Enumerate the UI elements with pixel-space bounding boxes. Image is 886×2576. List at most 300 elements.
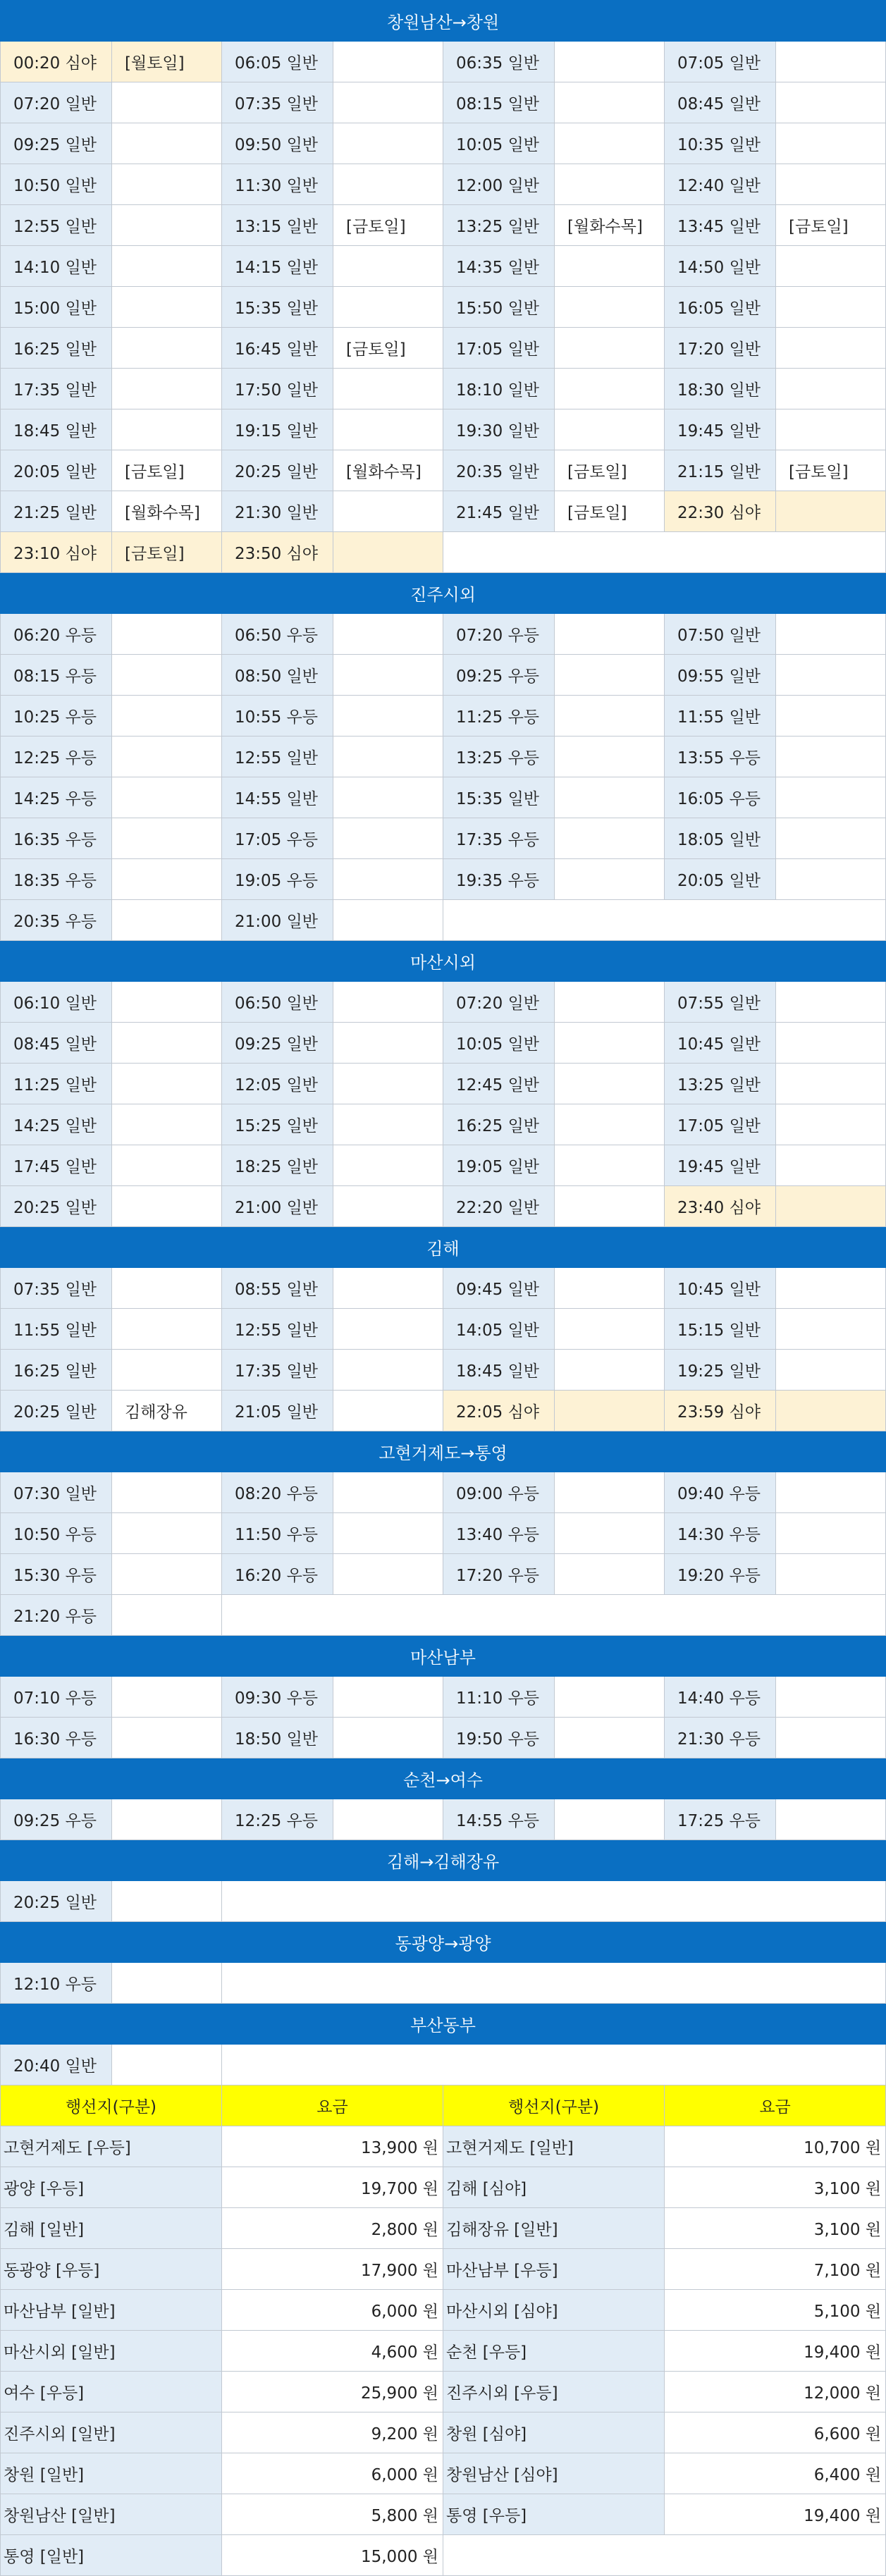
schedule-note	[776, 1268, 886, 1309]
departure-time: 09:55 일반	[665, 655, 776, 696]
section-header	[1, 1227, 886, 1268]
schedule-note	[333, 1718, 443, 1758]
schedule-note	[112, 123, 222, 164]
schedule-note	[112, 82, 222, 123]
departure-time: 09:25 우등	[1, 1799, 112, 1840]
departure-time: 11:55 일반	[665, 696, 776, 737]
fare-destination: 창원남산 [일반]	[1, 2494, 222, 2535]
schedule-note	[555, 123, 665, 164]
departure-time: 15:15 일반	[665, 1309, 776, 1350]
departure-time: 12:10 우등	[1, 1963, 112, 2004]
schedule-note	[112, 409, 222, 450]
schedule-note	[776, 614, 886, 655]
schedule-row	[1, 42, 886, 82]
schedule-note	[555, 1391, 665, 1431]
departure-time: 18:45 일반	[1, 409, 112, 450]
schedule-note	[112, 1554, 222, 1595]
schedule-row	[1, 614, 886, 655]
fare-destination: 진주시외 [일반]	[1, 2412, 222, 2453]
schedule-note	[112, 696, 222, 737]
departure-time: 14:40 우등	[665, 1677, 776, 1718]
departure-time: 08:15 일반	[443, 82, 555, 123]
schedule-note	[112, 1718, 222, 1758]
schedule-row	[1, 450, 886, 491]
schedule-note	[555, 1554, 665, 1595]
schedule-note	[555, 409, 665, 450]
schedule-note	[112, 1513, 222, 1554]
schedule-note	[333, 1350, 443, 1391]
departure-time: 17:05 일반	[665, 1104, 776, 1145]
departure-time: 14:55 우등	[443, 1799, 555, 1840]
departure-time: 13:55 우등	[665, 737, 776, 777]
departure-time: 17:05 일반	[443, 328, 555, 369]
schedule-note	[333, 82, 443, 123]
departure-time: 16:35 우등	[1, 818, 112, 859]
fare-price: 6,000 원	[222, 2290, 443, 2331]
schedule-row	[1, 982, 886, 1023]
departure-time: 23:40 심야	[665, 1186, 776, 1227]
schedule-row	[1, 818, 886, 859]
fare-destination: 고현거제도 [우등]	[1, 2126, 222, 2167]
departure-time: 11:55 일반	[1, 1309, 112, 1350]
fare-destination: 진주시외 [우등]	[443, 2372, 665, 2412]
schedule-note	[112, 777, 222, 818]
departure-time: 13:25 일반	[443, 205, 555, 246]
departure-time: 20:25 일반	[222, 450, 333, 491]
schedule-row	[1, 655, 886, 696]
fare-price: 4,600 원	[222, 2331, 443, 2372]
section-header	[1, 1636, 886, 1677]
departure-time: 14:15 일반	[222, 246, 333, 287]
departure-time: 15:35 일반	[222, 287, 333, 328]
departure-time: 18:35 우등	[1, 859, 112, 900]
fare-price: 3,100 원	[665, 2167, 886, 2208]
departure-time: 19:45 일반	[665, 1145, 776, 1186]
schedule-note	[776, 369, 886, 409]
schedule-note	[333, 1391, 443, 1431]
empty-cell	[222, 2045, 886, 2085]
schedule-row	[1, 1268, 886, 1309]
fare-price: 5,100 원	[665, 2290, 886, 2331]
schedule-row	[1, 1186, 886, 1227]
departure-time: 20:25 일반	[1, 1391, 112, 1431]
schedule-note	[333, 1513, 443, 1554]
departure-time: 21:05 일반	[222, 1391, 333, 1431]
departure-time: 21:00 일반	[222, 900, 333, 941]
fare-row	[1, 2494, 886, 2535]
schedule-note	[112, 287, 222, 328]
schedule-note	[555, 696, 665, 737]
schedule-row	[1, 1472, 886, 1513]
schedule-note	[112, 982, 222, 1023]
schedule-note	[555, 859, 665, 900]
schedule-note	[555, 1513, 665, 1554]
departure-time: 07:20 우등	[443, 614, 555, 655]
schedule-note	[333, 737, 443, 777]
fare-row	[1, 2535, 886, 2576]
schedule-note	[333, 859, 443, 900]
schedule-row	[1, 1513, 886, 1554]
schedule-row	[1, 82, 886, 123]
departure-time: 10:55 우등	[222, 696, 333, 737]
departure-time: 10:45 일반	[665, 1023, 776, 1064]
schedule-note	[333, 1268, 443, 1309]
schedule-row	[1, 859, 886, 900]
schedule-note	[555, 777, 665, 818]
schedule-note	[112, 164, 222, 205]
schedule-row	[1, 164, 886, 205]
departure-time: 10:45 일반	[665, 1268, 776, 1309]
fare-header-row	[1, 2085, 886, 2126]
departure-time: 06:05 일반	[222, 42, 333, 82]
schedule-row	[1, 1064, 886, 1104]
departure-time: 11:25 일반	[1, 1064, 112, 1104]
departure-time: 15:30 우등	[1, 1554, 112, 1595]
fare-price: 13,900 원	[222, 2126, 443, 2167]
fare-destination: 마산시외 [일반]	[1, 2331, 222, 2372]
section-header	[1, 1922, 886, 1963]
fare-destination: 김해장유 [일반]	[443, 2208, 665, 2249]
departure-time: 14:25 일반	[1, 1104, 112, 1145]
departure-time: 21:45 일반	[443, 491, 555, 532]
fare-column-header: 행선지(구분)	[443, 2085, 665, 2126]
schedule-note	[776, 859, 886, 900]
schedule-note	[112, 369, 222, 409]
schedule-note	[333, 1064, 443, 1104]
departure-time: 17:35 일반	[222, 1350, 333, 1391]
fare-row	[1, 2167, 886, 2208]
fare-row	[1, 2126, 886, 2167]
schedule-row	[1, 1595, 886, 1636]
departure-time: 17:50 일반	[222, 369, 333, 409]
fare-destination: 순천 [우등]	[443, 2331, 665, 2372]
schedule-note	[776, 1023, 886, 1064]
departure-time: 14:30 우등	[665, 1513, 776, 1554]
departure-time: 18:45 일반	[443, 1350, 555, 1391]
departure-time: 09:40 우등	[665, 1472, 776, 1513]
schedule-note	[555, 42, 665, 82]
departure-time: 14:10 일반	[1, 246, 112, 287]
departure-time: 21:30 우등	[665, 1718, 776, 1758]
departure-time: 22:05 심야	[443, 1391, 555, 1431]
schedule-row	[1, 1104, 886, 1145]
schedule-note	[555, 655, 665, 696]
departure-time: 14:50 일반	[665, 246, 776, 287]
schedule-note	[112, 655, 222, 696]
schedule-note	[776, 1104, 886, 1145]
schedule-note	[333, 900, 443, 941]
schedule-note	[776, 164, 886, 205]
schedule-note	[555, 1064, 665, 1104]
schedule-note	[112, 1677, 222, 1718]
schedule-note: [금토일]	[776, 205, 886, 246]
schedule-row	[1, 1554, 886, 1595]
fare-destination: 김해 [심야]	[443, 2167, 665, 2208]
schedule-note	[112, 328, 222, 369]
departure-time: 16:30 우등	[1, 1718, 112, 1758]
fare-destination: 고현거제도 [일반]	[443, 2126, 665, 2167]
route-title: 부산동부	[1, 2004, 886, 2045]
fare-price: 6,600 원	[665, 2412, 886, 2453]
departure-time: 20:35 우등	[1, 900, 112, 941]
departure-time: 08:45 일반	[665, 82, 776, 123]
departure-time: 20:25 일반	[1, 1881, 112, 1922]
departure-time: 16:25 일반	[443, 1104, 555, 1145]
departure-time: 19:45 일반	[665, 409, 776, 450]
schedule-note	[333, 614, 443, 655]
fare-row	[1, 2208, 886, 2249]
schedule-note	[112, 1064, 222, 1104]
schedule-note	[112, 1309, 222, 1350]
schedule-note	[333, 42, 443, 82]
departure-time: 23:59 심야	[665, 1391, 776, 1431]
schedule-note	[776, 1186, 886, 1227]
departure-time: 10:35 일반	[665, 123, 776, 164]
schedule-note	[333, 246, 443, 287]
schedule-note	[555, 1677, 665, 1718]
fare-destination: 동광양 [우등]	[1, 2249, 222, 2290]
departure-time: 18:10 일반	[443, 369, 555, 409]
fare-price: 15,000 원	[222, 2535, 443, 2576]
departure-time: 16:20 우등	[222, 1554, 333, 1595]
departure-time: 11:50 우등	[222, 1513, 333, 1554]
schedule-row	[1, 369, 886, 409]
schedule-row	[1, 1350, 886, 1391]
departure-time: 10:50 일반	[1, 164, 112, 205]
departure-time: 20:40 일반	[1, 2045, 112, 2085]
schedule-note	[776, 82, 886, 123]
schedule-note	[333, 696, 443, 737]
departure-time: 20:05 일반	[1, 450, 112, 491]
fare-price: 5,800 원	[222, 2494, 443, 2535]
schedule-note	[776, 1145, 886, 1186]
schedule-note	[555, 1309, 665, 1350]
schedule-row	[1, 1145, 886, 1186]
section-header	[1, 1758, 886, 1799]
departure-time: 08:15 우등	[1, 655, 112, 696]
schedule-note	[776, 1350, 886, 1391]
fare-destination: 통영 [일반]	[1, 2535, 222, 2576]
schedule-note	[333, 1186, 443, 1227]
departure-time: 09:00 우등	[443, 1472, 555, 1513]
empty-cell	[443, 900, 886, 941]
departure-time: 17:35 우등	[443, 818, 555, 859]
route-title: 동광양→광양	[1, 1922, 886, 1963]
fare-row	[1, 2453, 886, 2494]
departure-time: 12:55 일반	[1, 205, 112, 246]
schedule-note	[333, 409, 443, 450]
route-title: 순천→여수	[1, 1758, 886, 1799]
fare-destination: 창원 [심야]	[443, 2412, 665, 2453]
departure-time: 13:40 우등	[443, 1513, 555, 1554]
schedule-note	[112, 1963, 222, 2004]
schedule-note	[112, 737, 222, 777]
departure-time: 08:55 일반	[222, 1268, 333, 1309]
schedule-note: [금토일]	[776, 450, 886, 491]
departure-time: 18:30 일반	[665, 369, 776, 409]
schedule-row	[1, 246, 886, 287]
schedule-note	[776, 655, 886, 696]
schedule-note	[776, 328, 886, 369]
departure-time: 15:00 일반	[1, 287, 112, 328]
departure-time: 13:25 우등	[443, 737, 555, 777]
schedule-note: [월화수목]	[112, 491, 222, 532]
schedule-note: [금토일]	[333, 328, 443, 369]
departure-time: 17:20 우등	[443, 1554, 555, 1595]
schedule-note: [금토일]	[555, 491, 665, 532]
departure-time: 06:10 일반	[1, 982, 112, 1023]
departure-time: 23:10 심야	[1, 532, 112, 573]
fare-price: 2,800 원	[222, 2208, 443, 2249]
schedule-note	[112, 900, 222, 941]
departure-time: 19:25 일반	[665, 1350, 776, 1391]
schedule-note	[333, 1104, 443, 1145]
departure-time: 13:15 일반	[222, 205, 333, 246]
departure-time: 18:25 일반	[222, 1145, 333, 1186]
departure-time: 12:25 우등	[222, 1799, 333, 1840]
departure-time: 09:30 우등	[222, 1677, 333, 1718]
departure-time: 11:25 우등	[443, 696, 555, 737]
departure-time: 09:25 일반	[1, 123, 112, 164]
schedule-note	[555, 1799, 665, 1840]
schedule-note: [금토일]	[333, 205, 443, 246]
schedule-note	[776, 1472, 886, 1513]
schedule-row	[1, 328, 886, 369]
departure-time: 09:25 우등	[443, 655, 555, 696]
fare-price: 12,000 원	[665, 2372, 886, 2412]
schedule-note	[776, 123, 886, 164]
route-title: 김해→김해장유	[1, 1840, 886, 1881]
schedule-row	[1, 287, 886, 328]
schedule-note	[333, 369, 443, 409]
departure-time: 20:25 일반	[1, 1186, 112, 1227]
empty-cell	[443, 532, 886, 573]
departure-time: 06:50 일반	[222, 982, 333, 1023]
departure-time: 09:45 일반	[443, 1268, 555, 1309]
schedule-note	[112, 246, 222, 287]
schedule-note	[776, 1064, 886, 1104]
departure-time: 17:20 일반	[665, 328, 776, 369]
departure-time: 07:55 일반	[665, 982, 776, 1023]
departure-time: 14:25 우등	[1, 777, 112, 818]
section-header	[1, 1840, 886, 1881]
schedule-note	[555, 1186, 665, 1227]
fare-destination: 마산시외 [심야]	[443, 2290, 665, 2331]
schedule-note	[776, 42, 886, 82]
departure-time: 21:00 일반	[222, 1186, 333, 1227]
schedule-note	[333, 287, 443, 328]
departure-time: 11:30 일반	[222, 164, 333, 205]
schedule-row	[1, 1963, 886, 2004]
fare-row	[1, 2249, 886, 2290]
schedule-note	[776, 818, 886, 859]
schedule-row	[1, 205, 886, 246]
departure-time: 22:30 심야	[665, 491, 776, 532]
departure-time: 07:50 일반	[665, 614, 776, 655]
schedule-note: 김해장유	[112, 1391, 222, 1431]
departure-time: 06:50 우등	[222, 614, 333, 655]
schedule-row	[1, 1718, 886, 1758]
departure-time: 19:50 우등	[443, 1718, 555, 1758]
schedule-note	[555, 1268, 665, 1309]
departure-time: 07:20 일반	[443, 982, 555, 1023]
departure-time: 12:45 일반	[443, 1064, 555, 1104]
schedule-note	[555, 818, 665, 859]
departure-time: 09:25 일반	[222, 1023, 333, 1064]
schedule-note	[776, 1677, 886, 1718]
schedule-note	[112, 1145, 222, 1186]
schedule-note	[776, 409, 886, 450]
schedule-row	[1, 1309, 886, 1350]
schedule-note: [월화수목]	[555, 205, 665, 246]
fare-destination: 창원 [일반]	[1, 2453, 222, 2494]
departure-time: 19:30 일반	[443, 409, 555, 450]
fare-price: 10,700 원	[665, 2126, 886, 2167]
fare-column-header: 행선지(구분)	[1, 2085, 222, 2126]
fare-price: 7,100 원	[665, 2249, 886, 2290]
departure-time: 06:20 우등	[1, 614, 112, 655]
departure-time: 11:10 우등	[443, 1677, 555, 1718]
departure-time: 19:15 일반	[222, 409, 333, 450]
departure-time: 10:25 우등	[1, 696, 112, 737]
schedule-note	[776, 737, 886, 777]
schedule-note	[555, 1023, 665, 1064]
departure-time: 14:55 일반	[222, 777, 333, 818]
departure-time: 13:25 일반	[665, 1064, 776, 1104]
section-header	[1, 941, 886, 982]
departure-time: 19:05 일반	[443, 1145, 555, 1186]
departure-time: 08:50 일반	[222, 655, 333, 696]
schedule-note	[112, 1104, 222, 1145]
schedule-note	[112, 1350, 222, 1391]
schedule-note	[555, 369, 665, 409]
schedule-row	[1, 409, 886, 450]
departure-time: 21:30 일반	[222, 491, 333, 532]
schedule-note	[333, 1677, 443, 1718]
schedule-note: [금토일]	[112, 532, 222, 573]
schedule-note	[333, 818, 443, 859]
departure-time: 16:05 일반	[665, 287, 776, 328]
schedule-note	[112, 859, 222, 900]
fare-price: 6,400 원	[665, 2453, 886, 2494]
departure-time: 16:05 우등	[665, 777, 776, 818]
fare-row	[1, 2372, 886, 2412]
schedule-note	[333, 1799, 443, 1840]
route-title: 진주시외	[1, 573, 886, 614]
departure-time: 18:05 일반	[665, 818, 776, 859]
schedule-note	[112, 2045, 222, 2085]
departure-time: 00:20 심야	[1, 42, 112, 82]
departure-time: 18:50 일반	[222, 1718, 333, 1758]
route-title: 마산남부	[1, 1636, 886, 1677]
section-header	[1, 573, 886, 614]
schedule-note	[333, 1145, 443, 1186]
schedule-note	[776, 1799, 886, 1840]
schedule-note	[555, 287, 665, 328]
departure-time: 13:45 일반	[665, 205, 776, 246]
departure-time: 20:35 일반	[443, 450, 555, 491]
schedule-row	[1, 491, 886, 532]
schedule-row	[1, 1391, 886, 1431]
fare-destination: 김해 [일반]	[1, 2208, 222, 2249]
schedule-note	[555, 1350, 665, 1391]
schedule-note	[555, 164, 665, 205]
fare-price: 3,100 원	[665, 2208, 886, 2249]
schedule-note: [월화수목]	[333, 450, 443, 491]
schedule-note	[333, 1472, 443, 1513]
fare-price: 9,200 원	[222, 2412, 443, 2453]
fare-price: 6,000 원	[222, 2453, 443, 2494]
